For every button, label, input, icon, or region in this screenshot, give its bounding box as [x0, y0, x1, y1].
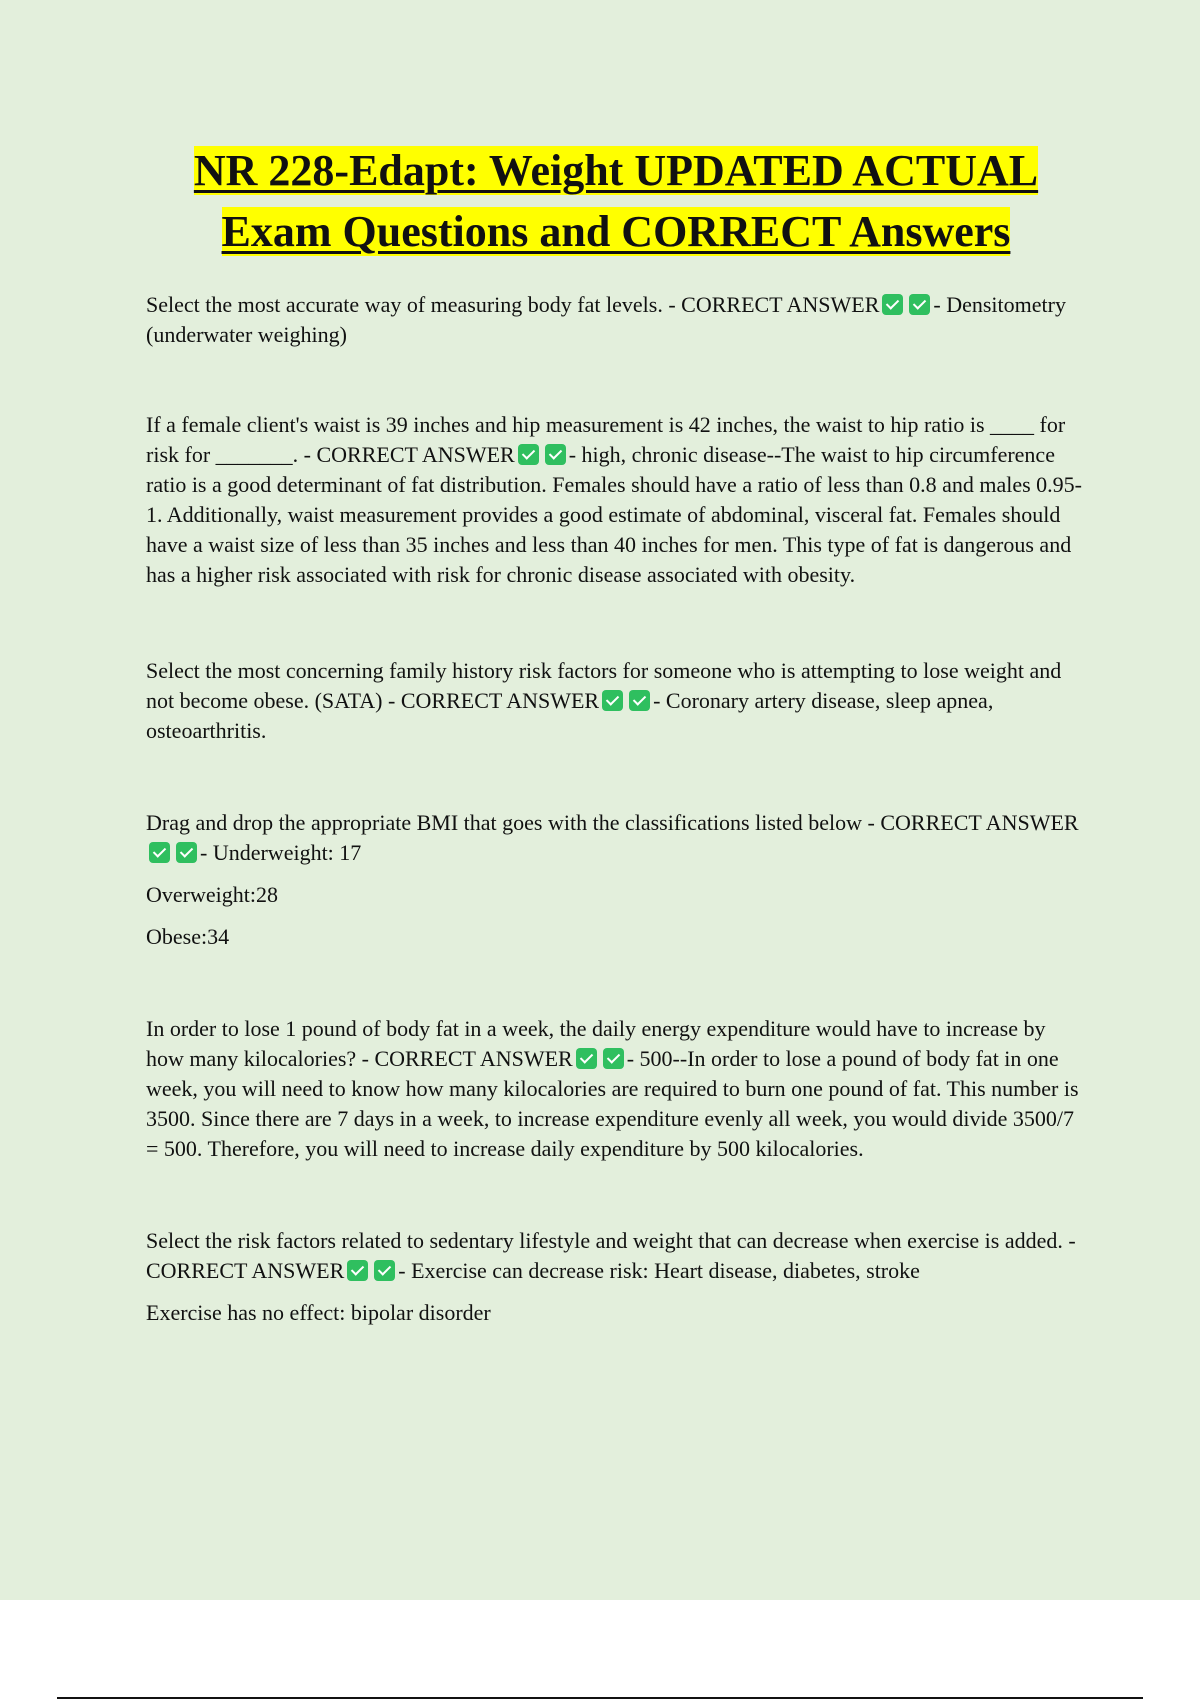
- check-box-icon: [882, 294, 903, 315]
- answer-marker: - CORRECT ANSWER: [146, 1228, 1076, 1283]
- question-text: Select the most accurate way of measuring body fat levels.: [146, 292, 663, 317]
- question-text: In order to lose 1 pound of body fat in a week, the daily energy expenditure would have to increase by how many kilocalories?: [146, 1016, 1046, 1071]
- check-box-icon: [545, 444, 566, 465]
- answer-text: - Densitometry (underwater weighing): [146, 292, 1066, 347]
- qa-item: [146, 290, 1086, 350]
- answer-extra-line: Overweight:28: [146, 882, 278, 907]
- check-box-icon: [518, 444, 539, 465]
- answer-marker: - CORRECT ANSWER: [867, 810, 1079, 835]
- question-text: Select the risk factors related to sedentary lifestyle and weight that can decrease when exercise is added.: [146, 1228, 1063, 1253]
- question-text: If a female client's waist is 39 inches and hip measurement is 42 inches, the waist to hip ratio is ____ for risk for _______.: [146, 412, 1066, 467]
- check-box-icon: [602, 690, 623, 711]
- answer-text: - 500--In order to lose a pound of body fat in one week, you will need to know how many kilocalories are required to burn one pound of fat. This number is 3500. Since there are 7 days in a week, to increase expenditure evenly all week, you would divide 3500/7 = 500. Therefore, you will need to increase daily expenditure by 500 kilocalories.: [146, 1046, 1079, 1161]
- answer-marker: - CORRECT ANSWER: [668, 292, 880, 317]
- question-text: Drag and drop the appropriate BMI that goes with the classifications listed below: [146, 810, 863, 835]
- question-text: Select the most concerning family history risk factors for someone who is attempting to lose weight and not become obese. (SATA): [146, 658, 1062, 713]
- qa-item: [146, 808, 1086, 952]
- qa-item: [146, 410, 1086, 590]
- answer-marker: - CORRECT ANSWER: [388, 688, 600, 713]
- answer-text: - Underweight: 17: [200, 840, 362, 865]
- qa-item: [146, 656, 1086, 746]
- answer-text: - Exercise can decrease risk: Heart disease, diabetes, stroke: [398, 1258, 920, 1283]
- document-title: [146, 140, 1086, 262]
- check-box-icon: [603, 1048, 624, 1069]
- check-box-icon: [576, 1048, 597, 1069]
- footer-divider: [57, 1697, 1143, 1699]
- qa-item: [146, 1226, 1086, 1328]
- check-box-icon: [909, 294, 930, 315]
- check-box-icon: [629, 690, 650, 711]
- qa-item: [146, 1014, 1086, 1164]
- check-box-icon: [347, 1260, 368, 1281]
- answer-text: - high, chronic disease--The waist to hip circumference ratio is a good determinant of fat distribution. Females should have a ratio of less than 0.8 and males 0.95-1. Additionally, waist measurement provides a good estimate of abdominal, visceral fat. Females should have a waist size of less than 35 inches and less than 40 inches for men. This type of fat is dangerous and has a higher risk associated with risk for chronic disease associated with obesity.: [146, 442, 1083, 587]
- answer-text: - Coronary artery disease, sleep apnea, osteoarthritis.: [146, 688, 994, 743]
- title-line-2: Exam Questions and CORRECT Answers: [221, 207, 1011, 256]
- answer-marker: - CORRECT ANSWER: [303, 442, 515, 467]
- check-box-icon: [149, 842, 170, 863]
- answer-extra-line: Obese:34: [146, 924, 230, 949]
- title-line-1: NR 228-Edapt: Weight UPDATED ACTUAL: [193, 146, 1039, 195]
- check-box-icon: [176, 842, 197, 863]
- answer-marker: - CORRECT ANSWER: [361, 1046, 573, 1071]
- document-content: [146, 140, 1086, 1328]
- check-box-icon: [374, 1260, 395, 1281]
- answer-extra-line: Exercise has no effect: bipolar disorder: [146, 1300, 491, 1325]
